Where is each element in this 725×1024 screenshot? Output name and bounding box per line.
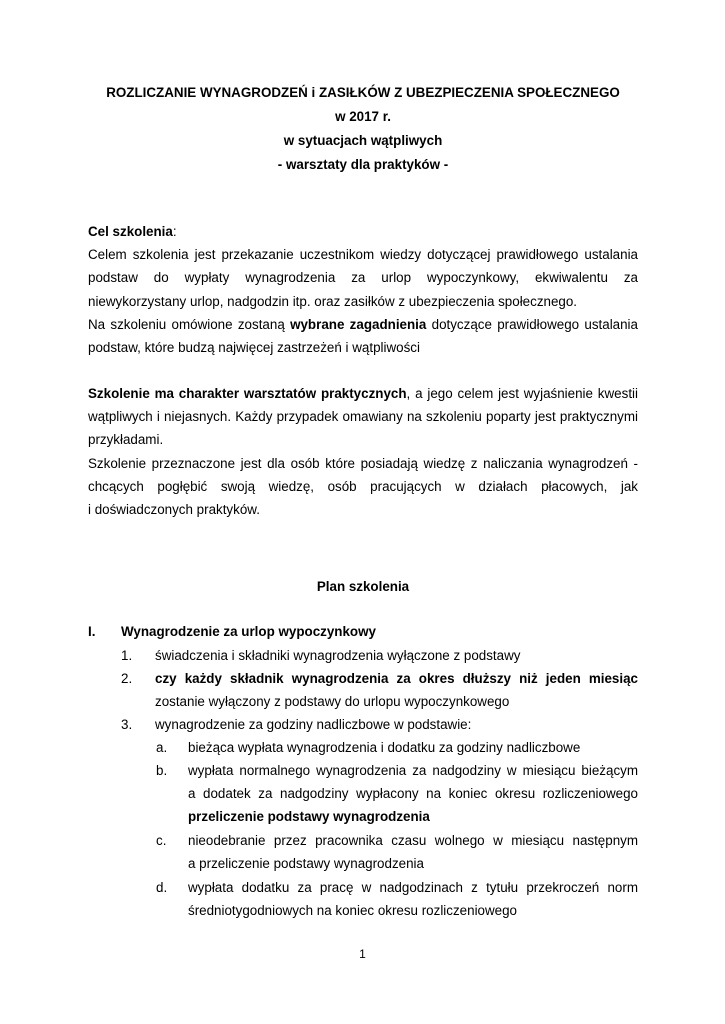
- sub-list-item-line: nieodebranie przez pracownika czasu wolnego w miesiącu następnym: [188, 833, 638, 848]
- workshop-bold: Szkolenie ma charakter warsztatów praktycznych: [88, 386, 407, 401]
- list-item-text: [155, 713, 638, 736]
- list-item-line: czy każdy składnik wynagrodzenia za okres dłuższy niż jeden miesiąc: [155, 671, 638, 686]
- goal-title: [88, 220, 638, 243]
- goal-title-text: Cel szkolenia: [88, 224, 173, 239]
- goal-paragraph-2-line-1: [88, 313, 638, 336]
- goal-paragraph-1-line-3: niewykorzystany urlop, nadgodzin itp. oraz zasiłków z ubezpieczenia społecznego.: [88, 293, 578, 309]
- list-item-text: [155, 667, 638, 713]
- heading-line-3: w sytuacjach wątpliwych: [283, 133, 443, 148]
- sub-list-item-letter: a.: [156, 740, 168, 755]
- workshop-paragraph-2-line-1: Szkolenie przeznaczone jest dla osób które posiadają wiedzę z naliczania wynagrodzeń -: [88, 455, 638, 471]
- sub-list-item-letter: c.: [156, 833, 167, 848]
- goal-section: [88, 220, 638, 359]
- sub-list-item-line: bieżąca wypłata wynagrodzenia i dodatku za godziny nadliczbowe: [188, 740, 581, 755]
- list-item-line: wynagrodzenie za godziny nadliczbowe w podstawie:: [155, 717, 472, 732]
- section-number: I.: [88, 624, 96, 639]
- page-number: 1: [359, 947, 366, 961]
- heading-line-2: w 2017 r.: [335, 109, 391, 124]
- workshop-paragraph-2-line-2: chcących pogłębić swoją wiedzę, osób pracujących w działach płacowych, jak: [88, 478, 638, 494]
- heading-line-4: - warsztaty dla praktyków -: [277, 157, 449, 172]
- list-item-number: 2.: [121, 671, 133, 686]
- plan-title: Plan szkolenia: [316, 579, 410, 594]
- goal-paragraph-2-line-2: podstaw, które budzą najwięcej zastrzeżeń i wątpliwości: [88, 340, 420, 356]
- sub-list-item-text: [188, 876, 638, 922]
- workshop-p1-post: , a jego celem jest wyjaśnienie kwestii: [406, 386, 638, 401]
- sub-list-item-line: wypłata dodatku za pracę w nadgodzinach z tytułu przekroczeń norm: [188, 880, 638, 895]
- list-item-line: zostanie wyłączony z podstawy do urlopu wypoczynkowego: [155, 694, 510, 710]
- sub-list-item-line: a przeliczenie podstawy wynagrodzenia: [188, 856, 424, 872]
- goal-p2-bold: wybrane zagadnienia: [290, 316, 427, 332]
- sub-list-item-line: przeliczenie podstawy wynagrodzenia: [188, 809, 430, 825]
- workshop-paragraph-2-line-3: i doświadczonych praktyków.: [88, 502, 260, 518]
- goal-paragraph-1-line-2: podstaw do wypłaty wynagrodzenia za urlop wypoczynkowy, ekwiwalentu za: [88, 270, 638, 286]
- sub-list-item-letter: b.: [156, 763, 168, 778]
- list-item-number: 3.: [121, 717, 133, 732]
- goal-title-colon: :: [172, 224, 177, 239]
- heading-line-1: ROZLICZANIE WYNAGRODZEŃ i ZASIŁKÓW Z UBEZPIECZENIA SPOŁECZNEGO: [106, 85, 620, 100]
- list-item-line: świadczenia i składniki wynagrodzenia wyłączone z podstawy: [155, 648, 521, 663]
- document-heading: [88, 81, 638, 177]
- sub-list-item-line: średniotygodniowych na koniec okresu rozliczeniowego: [188, 903, 517, 919]
- sub-list-item-line: wypłata normalnego wynagrodzenia za nadgodziny w miesiącu bieżącym: [188, 763, 638, 778]
- list-item-text: [155, 644, 638, 667]
- sub-list-item-text: [188, 829, 638, 875]
- workshop-section: [88, 382, 638, 521]
- sub-list-item-line: a dodatek za nadgodziny wypłacony na koniec okresu rozliczeniowego: [188, 786, 638, 802]
- goal-p2-pre: Na szkoleniu omówione zostaną: [88, 316, 291, 332]
- workshop-paragraph-1-line-2: wątpliwych i niejasnych. Każdy przypadek omawiany na szkoleniu poparty jest praktycznymi: [88, 409, 638, 425]
- section-title: Wynagrodzenie za urlop wypoczynkowy: [121, 624, 376, 639]
- sub-list-item-text: [188, 736, 638, 759]
- list-item-number: 1.: [121, 648, 133, 663]
- workshop-paragraph-1-line-3: przykładami.: [88, 432, 164, 448]
- sub-list-item-letter: d.: [156, 880, 168, 895]
- goal-p2-post: dotyczące prawidłowego ustalania: [426, 316, 638, 332]
- workshop-paragraph-1-line-1: [88, 382, 638, 405]
- goal-paragraph-1-line-1: Celem szkolenia jest przekazanie uczestnikom wiedzy dotyczącej prawidłowego ustalania: [88, 247, 638, 263]
- sub-list-item-text: [188, 759, 638, 829]
